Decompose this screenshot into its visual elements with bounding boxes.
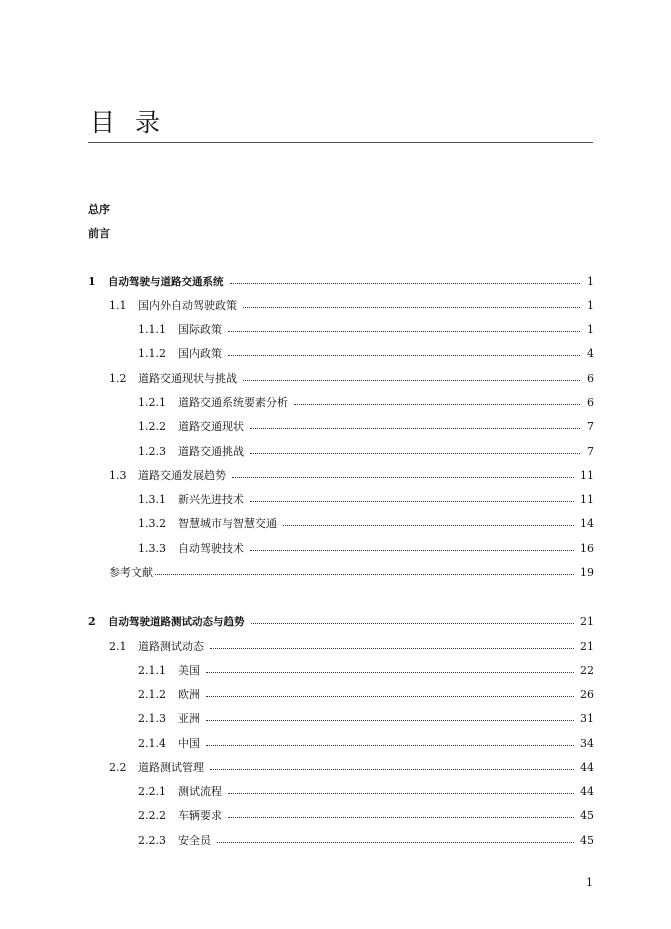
dot-leader [206,744,574,746]
toc-entry-title: 自动驾驶与道路交通系统 [108,276,224,288]
toc-entry-title: 道路测试动态 [138,640,204,653]
dot-leader [294,403,580,405]
toc-entry-title: 自动驾驶道路测试动态与趋势 [108,616,245,628]
toc-entry-page: 7 [587,420,594,433]
toc-entry-1-3-2[interactable] [138,516,594,532]
toc-entry-references-1[interactable] [109,565,594,581]
dot-leader [250,427,580,429]
toc-entry-title: 道路交通发展趋势 [138,469,226,482]
toc-entry-page: 7 [587,445,594,458]
toc-entry-page: 45 [580,809,594,822]
toc-entry-number: 2.2.3 [138,834,166,847]
toc-entry-title: 测试流程 [178,785,222,798]
toc-entry-title: 欧洲 [178,688,200,701]
toc-entry-title: 新兴先进技术 [178,493,244,506]
toc-entry-2-2-1[interactable] [138,784,594,800]
toc-entry-page: 22 [580,664,594,677]
toc-entry-number: 2.1.4 [138,737,166,750]
dot-leader [206,719,574,721]
toc-entry-2-1[interactable] [109,639,594,655]
toc-entry-page: 6 [587,396,594,409]
title-divider [88,142,593,143]
dot-leader [251,622,575,624]
toc-entry-title: 国内外自动驾驶政策 [138,299,237,312]
toc-entry-title: 国际政策 [178,323,222,336]
toc-entry-page: 21 [580,615,594,628]
toc-entry-page: 21 [580,640,594,653]
toc-entry-number: 2.1.1 [138,664,166,677]
dot-leader [206,671,574,673]
toc-entry-number: 1.2.2 [138,420,166,433]
toc-entry-page: 4 [587,347,594,360]
dot-leader [232,476,574,478]
toc-entry-number: 2.1.3 [138,712,166,725]
dot-leader [250,500,574,502]
dot-leader [155,573,574,575]
title-char-2: 录 [135,108,161,137]
toc-entry-2-2[interactable] [109,760,594,776]
toc-entry-number: 2.2.1 [138,785,166,798]
toc-entry-number: 2.1 [109,640,127,653]
toc-entry-page: 31 [580,712,594,725]
dot-leader [243,379,580,381]
toc-entry-2-2-3[interactable] [138,833,594,849]
toc-entry-page: 16 [580,542,594,555]
dot-leader [210,768,574,770]
toc-entry-title: 道路交通系统要素分析 [178,396,288,409]
toc-entry-1-3[interactable] [109,468,594,484]
toc-entry-page: 19 [580,566,594,579]
toc-entry-number: 1.1 [109,299,127,312]
dot-leader [283,524,574,526]
toc-entry-number: 1.2.1 [138,396,166,409]
dot-leader [230,282,581,284]
dot-leader [243,306,580,308]
toc-entry-page: 14 [580,517,594,530]
toc-entry-page: 34 [580,737,594,750]
dot-leader [228,330,580,332]
toc-entry-title: 中国 [178,737,200,750]
toc-entry-title: 智慧城市与智慧交通 [178,517,277,530]
dot-leader [250,549,574,551]
toc-entry-1-1-2[interactable] [138,346,594,362]
toc-entry-number: 1.2 [109,372,127,385]
toc-entry-1-2-1[interactable] [138,395,594,411]
toc-entry-page: 6 [587,372,594,385]
toc-entry-title: 美国 [178,664,200,677]
toc-entry-1-2-3[interactable] [138,444,594,460]
toc-entry-page: 45 [580,834,594,847]
toc-entry-page: 1 [587,323,594,336]
toc-entry-title: 道路测试管理 [138,761,204,774]
toc-entry-page: 26 [580,688,594,701]
toc-entry-page: 1 [587,275,594,288]
dot-leader [228,354,580,356]
dot-leader [217,841,574,843]
toc-entry-title: 国内政策 [178,347,222,360]
toc-entry-number: 1.1.2 [138,347,166,360]
toc-entry-2-2-2[interactable] [138,808,594,824]
toc-entry-number: 1.3.1 [138,493,166,506]
toc-entry-title: 参考文献 [109,566,153,579]
toc-entry-1-1[interactable] [109,298,594,314]
dot-leader [228,792,574,794]
toc-entry-1-3-1[interactable] [138,492,594,508]
toc-entry-title: 道路交通现状与挑战 [138,372,237,385]
toc-entry-page: 11 [580,493,594,506]
toc-entry-title: 自动驾驶技术 [178,542,244,555]
toc-entry-title: 亚洲 [178,712,200,725]
toc-entry-chapter-2[interactable] [88,614,594,630]
toc-entry-2-1-1[interactable] [138,663,594,679]
toc-entry-number: 1 [88,275,96,288]
toc-entry-title: 道路交通挑战 [178,445,244,458]
toc-entry-number: 1.3 [109,469,127,482]
title-char-1: 目 [90,108,116,137]
toc-entry-number: 2.1.2 [138,688,166,701]
dot-leader [250,452,580,454]
toc-entry-number: 2 [88,615,96,628]
toc-entry-page: 44 [580,761,594,774]
toc-entry-1-2-2[interactable] [138,419,594,435]
dot-leader [210,647,574,649]
toc-entry-1-2[interactable] [109,371,594,387]
toc-entry-number: 2.2 [109,761,127,774]
toc-entry-title: 道路交通现状 [178,420,244,433]
toc-entry-2-1-2[interactable] [138,687,594,703]
toc-entry-title: 车辆要求 [178,809,222,822]
toc-entry-page: 44 [580,785,594,798]
toc-entry-number: 1.2.3 [138,445,166,458]
page-title [90,108,160,138]
toc-entry-2-1-3[interactable] [138,711,594,727]
dot-leader [228,816,574,818]
toc-entry-title: 安全员 [178,834,211,847]
toc-preface-general[interactable]: 总序 [88,203,110,216]
toc-entry-number: 1.1.1 [138,323,166,336]
page-number: 1 [586,876,593,889]
toc-entry-2-1-4[interactable] [138,736,594,752]
toc-entry-number: 1.3.3 [138,542,166,555]
toc-preface-foreword[interactable]: 前言 [88,227,110,240]
toc-entry-number: 2.2.2 [138,809,166,822]
toc-entry-1-3-3[interactable] [138,541,594,557]
toc-entry-number: 1.3.2 [138,517,166,530]
dot-leader [206,695,574,697]
toc-entry-chapter-1[interactable] [88,274,594,290]
toc-entry-page: 11 [580,469,594,482]
toc-entry-page: 1 [587,299,594,312]
toc-entry-1-1-1[interactable] [138,322,594,338]
